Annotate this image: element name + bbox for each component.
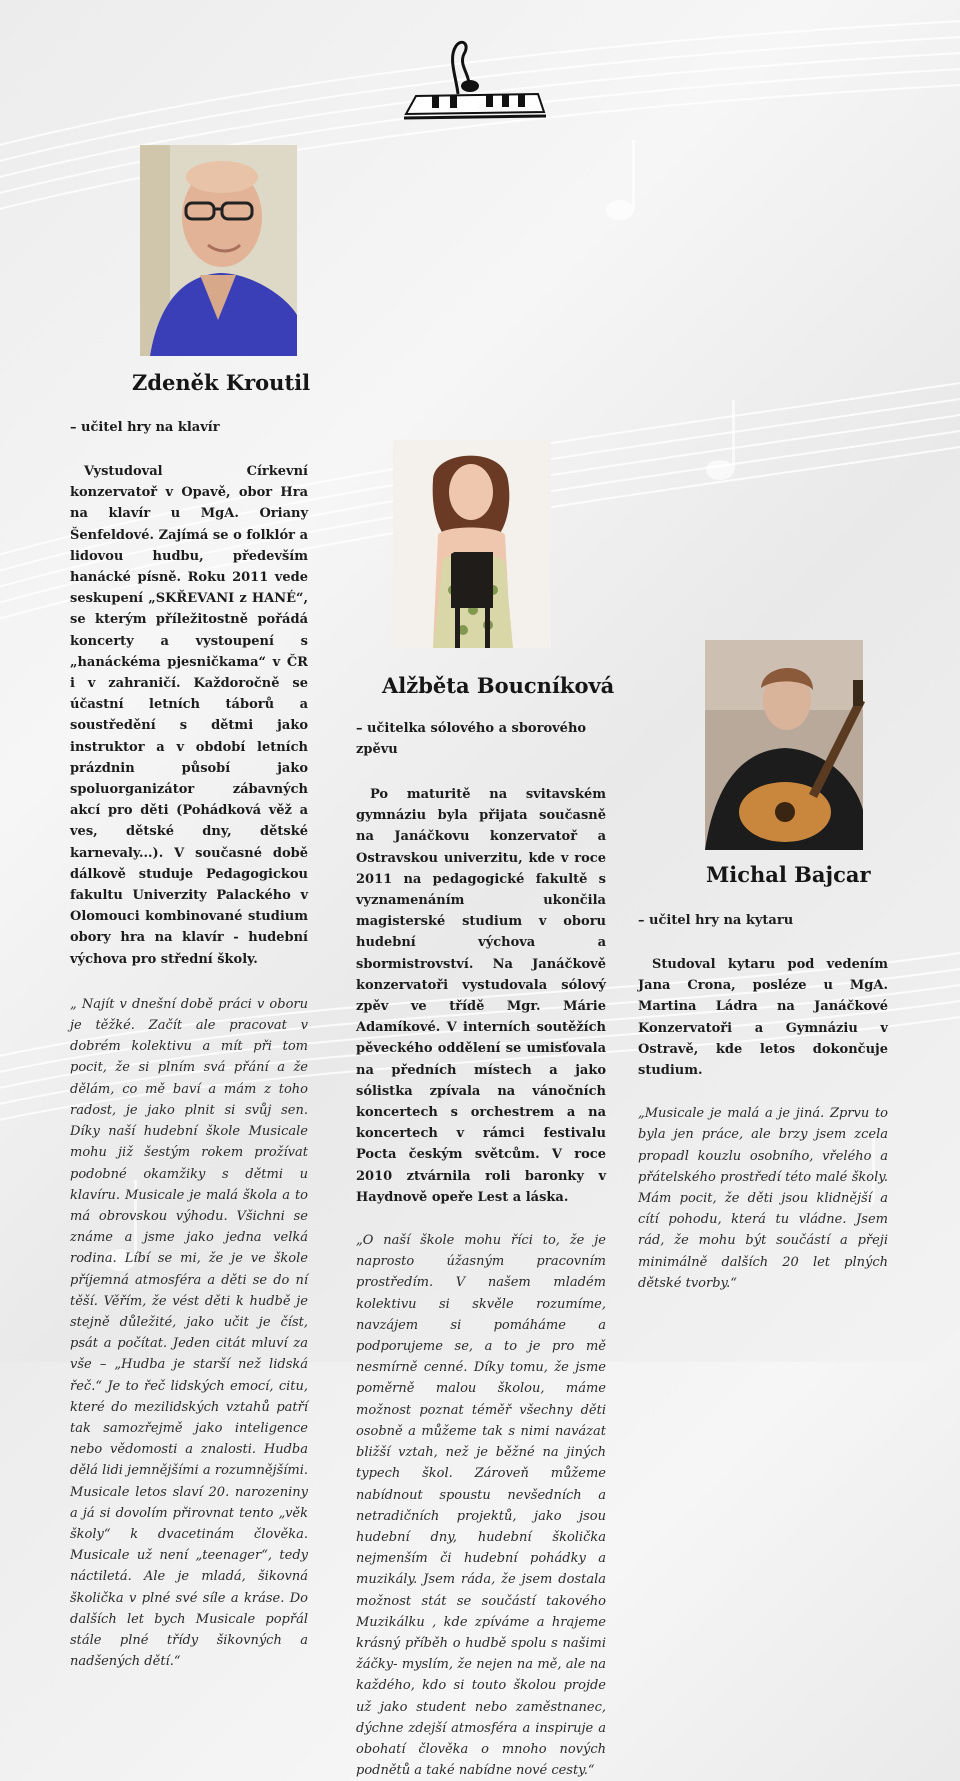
column-boucnikova [356,784,606,1781]
teacher-bio-boucnikova: Po maturitě na svitavském gymnáziu byla přijata současně na Janáčkovu konzervatoř a Ostravskou univerzitu, kde v roce 2011 na pedagogické fakultě s vyznamenáním ukončila magisterské studium v oboru hudební výchova a sbormistrovství. Na Janáčkově konzervatoři vystudovala sólový zpěv ve třídě Mgr. Márie Adamíkové. V interních soutěžích pěveckého oddělení se umisťovala na předních místech a jako sólistka zpívala na vánočních koncertech s orchestrem a na koncertech v rámci festivalu Pocta českým světcům. V roce 2010 ztvárnila roli baronky v Haydnově opeře Lest a láska. [356,787,606,1205]
teacher-role-bajcar: – učitel hry na kytaru [638,913,794,928]
photo-zdenek-kroutil [140,145,297,356]
teacher-role-kroutil: – učitel hry na klavír [70,420,220,435]
column-bajcar [638,954,888,1294]
column-kroutil [70,461,308,1672]
teacher-quote-bajcar: „Musicale je malá a je jiná. Zprvu to byla jen práce, ale brzy jsem zcela propadl kouzlu osobního, vřelého a přátelského prostředí této malé školy. Mám pocit, že děti jsou klidnější a cítí pohodu, která tu vládne. Jsem rád, že mohu být součástí a přeji minimálně dalších 20 let plných dětské tvorby.“ [638,1106,888,1291]
teacher-bio-bajcar: Studoval kytaru pod vedením Jana Crona, posléze u MgA. Martina Ládra na Janáčkové Konzervatoři a Gymnáziu v Ostravě, kde letos dokončuje studium. [638,957,888,1079]
school-logo [398,36,548,134]
photo-michal-bajcar [705,640,863,850]
teacher-name-bajcar: Michal Bajcar [706,862,871,887]
teacher-bio-kroutil: Vystudoval Církevní konzervatoř v Opavě, obor Hra na klavír u MgA. Oriany Šenfeldové. Zajímá se o folklór a lidovou hudbu, především hanácké písně. Roku 2011 vede seskupení „SKŘEVANI z HANÉ“, se kterým příležitostně pořádá koncerty a vystoupení s „hanáckéma pjesničkama“ v ČR i v zahraničí. Každoročně se účastní letních táborů a soustředění s dětmi jako instruktor a v období letních prázdnin působí jako spoluorganizátor zábavných akcí pro děti (Pohádková věž a ves, dětské dny, dětské karnevaly...). V současné době dálkově studuje Pedagogickou fakultu Univerzity Palackého v Olomouci kombinované studium obory hra na klavír - hudební výchova pro střední školy. [70,464,308,967]
teacher-quote-kroutil: „ Najít v dnešní době práci v oboru je těžké. Začít ale pracovat v dobrém kolektivu a mít při tom pocit, že si plním svá přání a že dělám, co mě baví a mám z toho radost, je jako plnit si svůj sen. Díky naší hudební škole Musicale mohu již šestým rokem prožívat podobné okamžiky s dětmi u klavíru. Musicale je malá škola a to má obrovskou výhodu. Všichni se známe a jsme jako jedna velká rodina. Líbí se mi, že je ve škole příjemná atmosféra a děti se do ní těší. Věřím, že vést děti k hudbě je stejně důležité, jako učit je číst, psát a počítat. Jeden citát mluví za vše – „Hudba je starší než lidská řeč.“ Je to řeč lidských emocí, citu, které do mezilidských vztahů patří tak samozřejmě jako inteligence nebo vědomosti a znalosti. Hudba dělá lidi jemnějšími a rozumnějšími. Musicale letos slaví 20. narozeniny a já si dovolím přirovnat tento „věk školy“ k dvacetinám člověka. Musicale už není „teenager“, tedy náctiletá. Ale je mladá, šikovná školička v plné své síle a kráse. Do dalších let bych Musicale popřál stále plné třídy šikovných a nadšených dětí.“ [70,996,308,1670]
teacher-name-boucnikova: Alžběta Boucníková [382,673,615,698]
photo-alzbeta-boucnikova [393,440,551,648]
teacher-role-boucnikova: – učitelka sólového a sborového zpěvu [356,721,587,757]
teacher-name-kroutil: Zdeněk Kroutil [132,370,311,395]
teacher-quote-boucnikova: „O naší škole mohu říci to, že je naprosto úžasným pracovním prostředím. V našem mladém kolektivu si skvěle rozumíme, navzájem si pomáháme a podporujeme se, a to je pro mě nesmírně cenné. Díky tomu, že jsme poměrně malou školou, máme možnost poznat téměř všechny děti osobně a můžeme tak s nimi navázat bližší vztah, než je běžné na jiných typech škol. Zároveň můžeme nabídnout spoustu nevšedních a netradičních projektů, jako jsou hudební dny, hudební školička nejmenším či hudební pohádky a muzikály. Jsem ráda, že jsem dostala možnost stát se součástí takového Muzikálku , kde zpíváme a hrajeme krásný příběh o hudbě spolu s našimi žáčky- myslím, že nejen na mě, ale na každého, kdo si touto školou projde už jako student nebo zaměstnanec, dýchne zdejší atmosféra a inspiruje a obohatí člověka o mnoho nových podnětů a také nabídne nové cesty.“ [356,1233,606,1779]
